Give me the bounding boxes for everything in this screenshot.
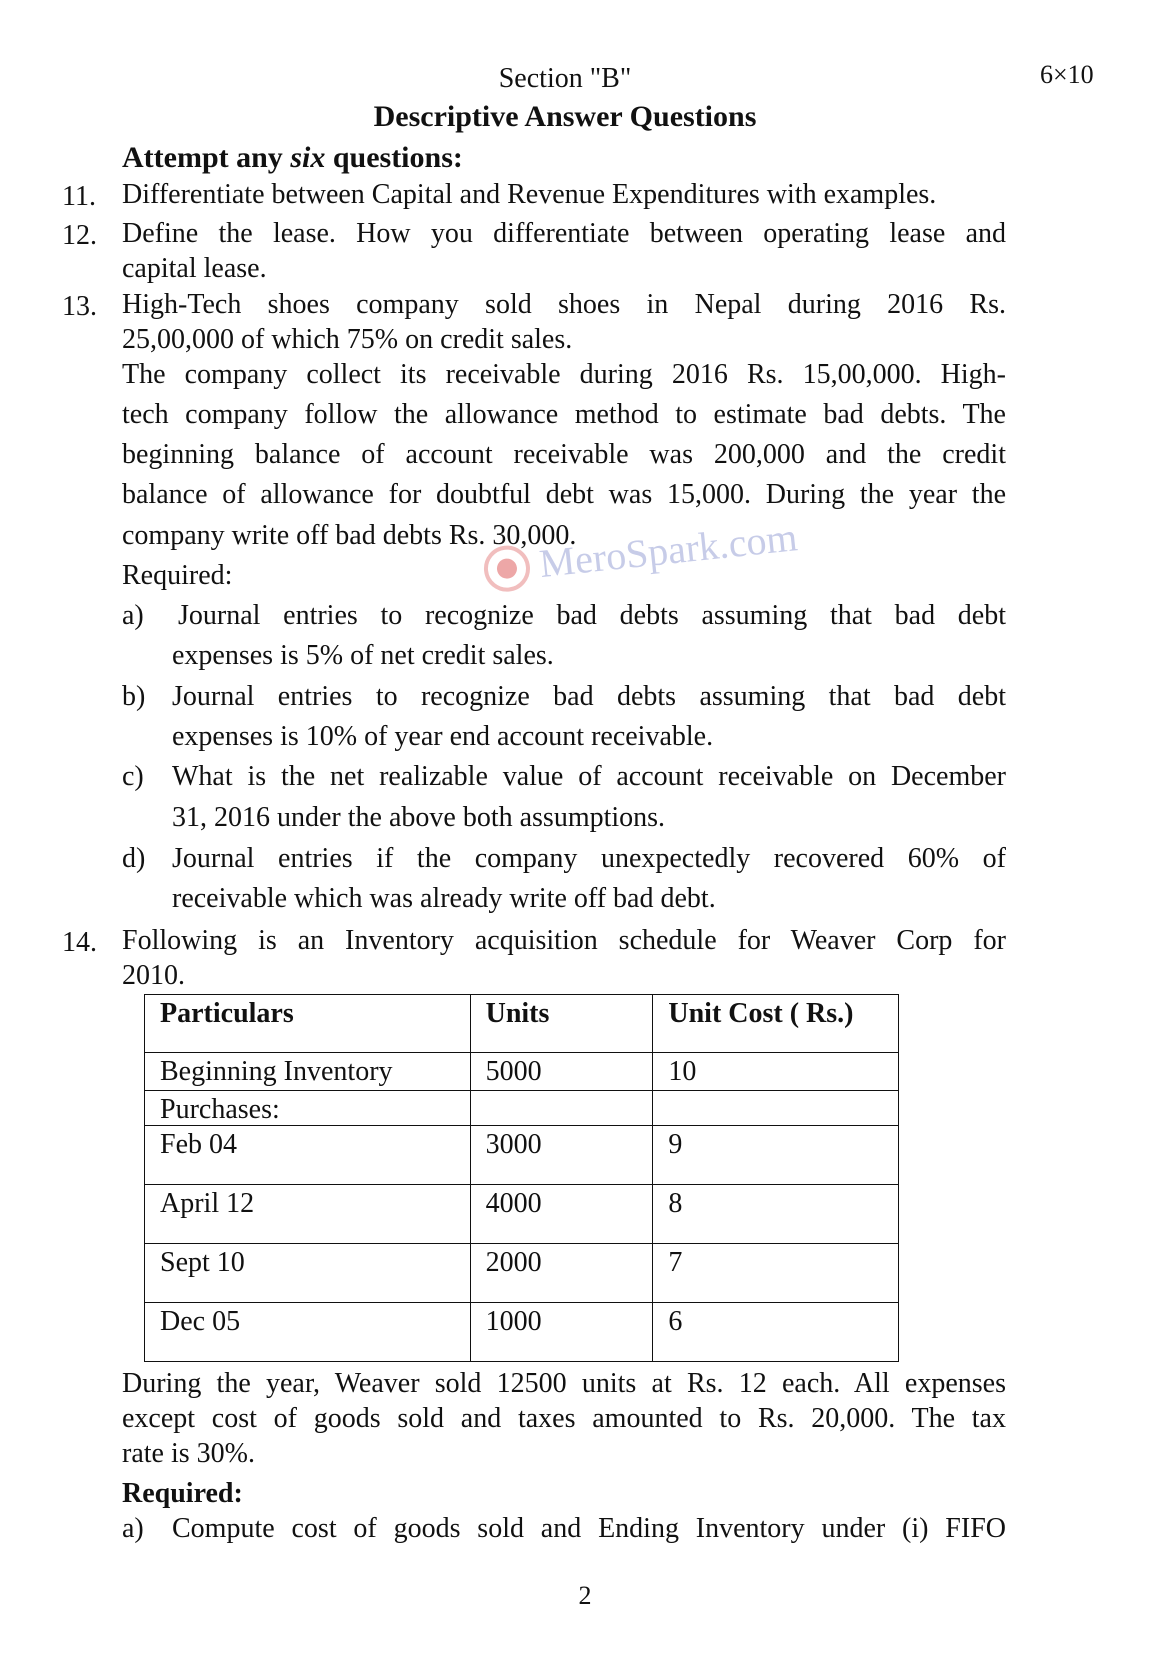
question-13-line: 25,00,000 of which 75% on credit sales.	[122, 324, 573, 355]
table-row	[145, 1303, 899, 1362]
column-header: Particulars	[145, 995, 471, 1053]
table-row	[145, 1091, 899, 1126]
table-cell: 4000	[470, 1185, 653, 1244]
table-row	[145, 1053, 899, 1091]
item-label: c)	[122, 761, 144, 792]
question-number: 11.	[62, 181, 96, 212]
item-label: a)	[122, 1513, 144, 1544]
required-label: Required:	[122, 1478, 243, 1509]
table-cell: April 12	[145, 1185, 471, 1244]
table-header-row	[145, 995, 899, 1053]
question-14-line: rate is 30%.	[122, 1438, 255, 1469]
merospark-logo-icon	[482, 543, 533, 594]
table-cell: Purchases:	[145, 1091, 471, 1126]
question-14-line: 2010.	[122, 960, 185, 991]
question-14-line: except cost of goods sold and taxes amounted to Rs. 20,000. The tax	[122, 1403, 1006, 1434]
subquestion-line: expenses is 10% of year end account receivable.	[172, 721, 714, 752]
question-number: 13.	[62, 291, 97, 322]
item-label: a)	[122, 600, 144, 631]
table-cell: 8	[653, 1185, 899, 1244]
table-row	[145, 1126, 899, 1185]
question-13-line: balance of allowance for doubtful debt was 15,000. During the year the	[122, 479, 1006, 510]
page-title: Descriptive Answer Questions	[373, 100, 757, 133]
table-row	[145, 1185, 899, 1244]
subquestion-line: Journal entries if the company unexpectedly recovered 60% of	[172, 843, 1006, 874]
table-cell: Feb 04	[145, 1126, 471, 1185]
question-14-line: During the year, Weaver sold 12500 units at Rs. 12 each. All expenses	[122, 1368, 1006, 1399]
item-label: d)	[122, 843, 146, 874]
table-cell: 6	[653, 1303, 899, 1362]
table-row	[145, 1244, 899, 1303]
question-11-text: Differentiate between Capital and Revenue Expenditures with examples.	[122, 179, 937, 210]
table-cell: 5000	[470, 1053, 653, 1091]
column-header: Unit Cost ( Rs.)	[653, 995, 899, 1053]
question-number: 14.	[62, 927, 97, 958]
required-label: Required:	[122, 560, 233, 591]
subquestion-line: expenses is 5% of net credit sales.	[172, 640, 554, 671]
table-cell: 1000	[470, 1303, 653, 1362]
question-13-line: High-Tech shoes company sold shoes in Nepal during 2016 Rs.	[122, 289, 1006, 320]
item-label: b)	[122, 681, 146, 712]
page-number: 2	[578, 1581, 592, 1610]
subquestion-line: What is the net realizable value of account receivable on December	[172, 761, 1006, 792]
instruction: Attempt any six questions:	[122, 141, 463, 174]
inventory-table	[144, 994, 899, 1362]
table-cell: 10	[653, 1053, 899, 1091]
table-cell: 3000	[470, 1126, 653, 1185]
question-12-line: capital lease.	[122, 253, 267, 284]
subquestion-line: Journal entries to recognize bad debts assuming that bad debt	[172, 681, 1006, 712]
watermark-text: MeroSpark.com	[537, 514, 800, 587]
question-13-line: company write off bad debts Rs. 30,000.	[122, 520, 577, 551]
question-12-line: Define the lease. How you differentiate between operating lease and	[122, 218, 1006, 249]
table-cell: Sept 10	[145, 1244, 471, 1303]
marks-label: 6×10	[1040, 60, 1094, 89]
table-cell: 2000	[470, 1244, 653, 1303]
table-cell	[653, 1091, 899, 1126]
table-cell: 7	[653, 1244, 899, 1303]
table-cell	[470, 1091, 653, 1126]
question-13-line: tech company follow the allowance method to estimate bad debts. The	[122, 399, 1006, 430]
subquestion-line: Journal entries to recognize bad debts assuming that bad debt	[178, 600, 1006, 631]
question-13-line: The company collect its receivable during 2016 Rs. 15,00,000. High-	[122, 359, 1006, 390]
question-13-line: beginning balance of account receivable was 200,000 and the credit	[122, 439, 1006, 470]
table-cell: Dec 05	[145, 1303, 471, 1362]
section-label: Section "B"	[498, 63, 632, 94]
column-header: Units	[470, 995, 653, 1053]
subquestion-line: Compute cost of goods sold and Ending Inventory under (i) FIFO	[172, 1513, 1006, 1544]
subquestion-line: receivable which was already write off bad debt.	[172, 883, 716, 914]
table-cell: 9	[653, 1126, 899, 1185]
question-14-line: Following is an Inventory acquisition schedule for Weaver Corp for	[122, 925, 1006, 956]
question-number: 12.	[62, 220, 97, 251]
subquestion-line: 31, 2016 under the above both assumptions.	[172, 802, 666, 833]
table-cell: Beginning Inventory	[145, 1053, 471, 1091]
